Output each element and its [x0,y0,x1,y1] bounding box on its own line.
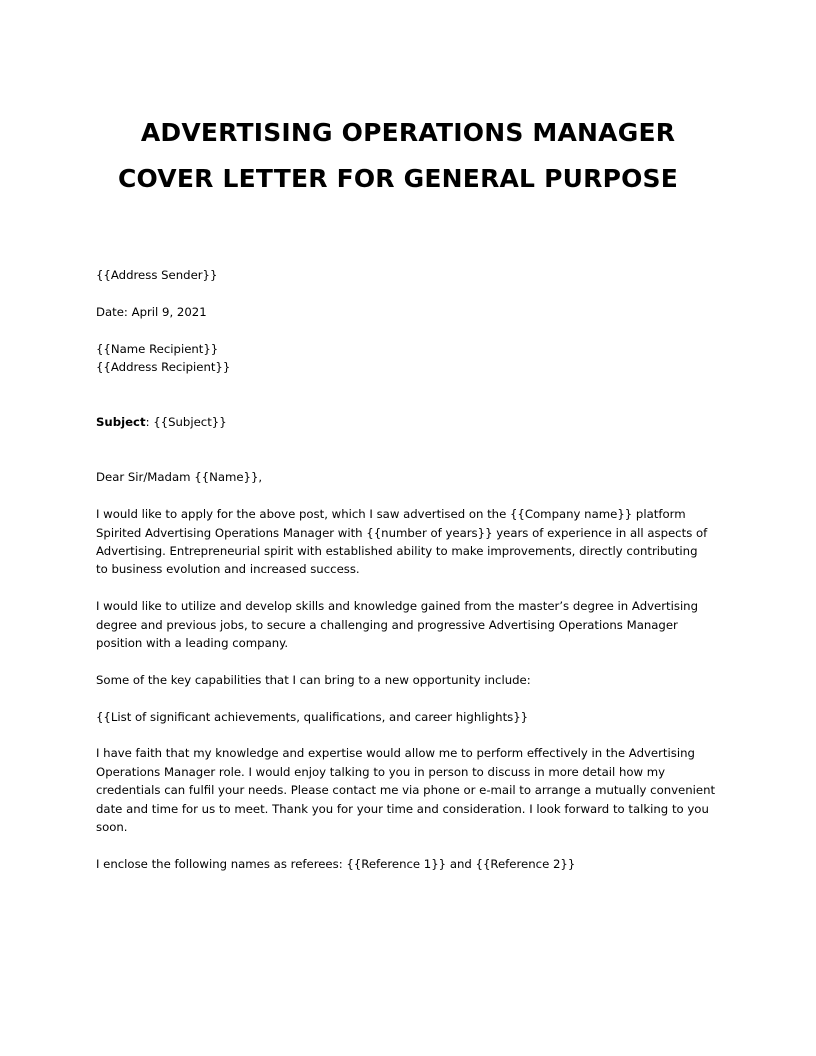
spacer [96,487,728,505]
name-recipient: {{Name Recipient}} [96,341,219,356]
spacer [96,284,728,302]
spacer [96,321,728,339]
paragraph-1 [96,505,728,579]
subject-value: : {{Subject}} [145,415,227,430]
address-sender: {{Address Sender}} [96,268,218,282]
paragraph-line: I would like to apply for the above post, which I saw advertised on the {{Company name}} platform [96,507,686,522]
paragraph-line: degree and previous jobs, to secure a challenging and progressive Advertising Operations Manager [96,617,678,632]
subject-line [96,413,728,431]
paragraph-line: I have faith that my knowledge and expertise would allow me to perform effectively in the Advertising [96,746,695,761]
paragraph-line: to business evolution and increased success. [96,562,360,577]
address-recipient: {{Address Recipient}} [96,360,231,374]
paragraph-line: Advertising. Entrepreneurial spirit with established ability to make improvements, directly contributing [96,544,698,559]
paragraph-line: position with a leading company. [96,636,289,651]
letter-date: Date: April 9, 2021 [96,304,207,319]
paragraph-3: Some of the key capabilities that I can bring to a new opportunity include: [96,672,531,687]
spacer [96,432,728,469]
document-title-line-2: COVER LETTER FOR GENERAL PURPOSE [117,164,679,193]
paragraph-2 [96,597,728,652]
letter-body [96,266,728,873]
paragraph-line: date and time for us to meet. Thank you for your time and consideration. I look forward to talking to you [96,801,709,816]
spacer [96,579,728,597]
subject-label: Subject [96,415,146,430]
document-title-line-1: ADVERTISING OPERATIONS MANAGER [140,118,676,147]
paragraph-line: Operations Manager role. I would enjoy talking to you in person to discuss in more detail how my [96,764,666,779]
paragraph-4: {{List of significant achievements, qualifications, and career highlights}} [96,709,529,724]
paragraph-line: soon. [96,820,128,835]
paragraph-line: I would like to utilize and develop skills and knowledge gained from the master’s degree in Advertising [96,599,699,614]
spacer [96,652,728,670]
spacer [96,689,728,707]
spacer [96,726,728,744]
paragraph-line: credentials can fulfil your needs. Please contact me via phone or e-mail to arrange a mutually convenient [96,783,716,798]
spacer [96,836,728,854]
paragraph-line: Spirited Advertising Operations Manager with {{number of years}} years of experience in all aspects of [96,525,708,540]
spacer [96,376,728,413]
salutation: Dear Sir/Madam {{Name}}, [96,470,263,485]
paragraph-5 [96,744,728,836]
paragraph-6: I enclose the following names as referees: {{Reference 1}} and {{Reference 2}} [96,856,576,871]
